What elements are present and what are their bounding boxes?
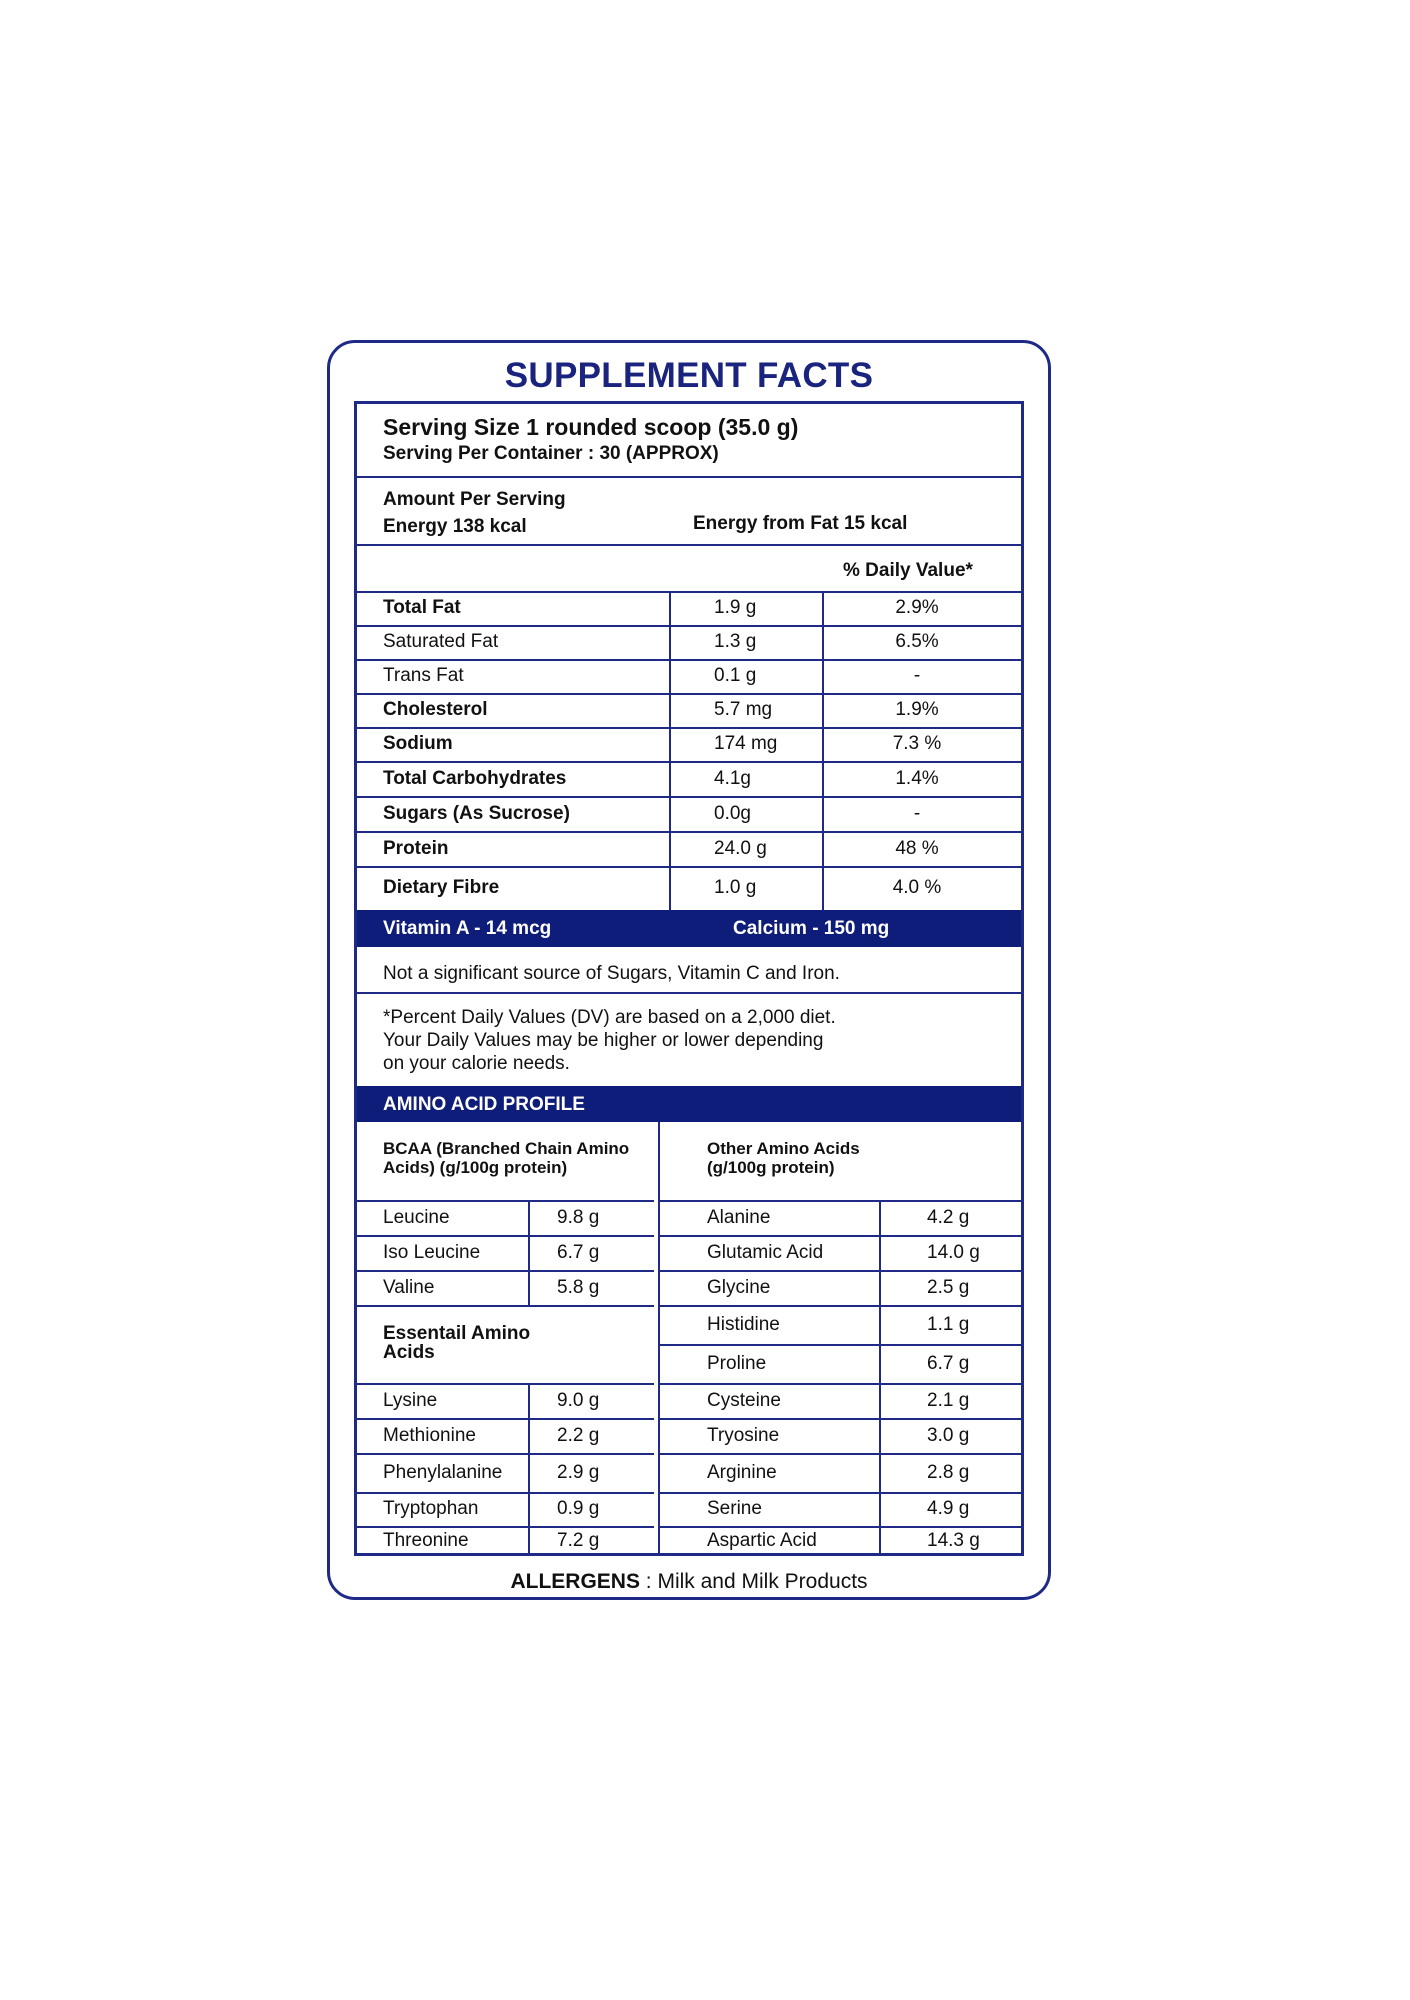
nutrient-name: Sugars (As Sucrose): [383, 802, 570, 824]
row-divider: [357, 1383, 654, 1385]
allergens-label: ALLERGENS: [510, 1570, 640, 1593]
amino-name: Glutamic Acid: [707, 1241, 824, 1263]
divider: [357, 992, 1021, 994]
amino-name: Alanine: [707, 1206, 771, 1228]
row-divider: [658, 1383, 1021, 1385]
nutrient-amount: 24.0 g: [714, 837, 767, 859]
column-divider: [528, 1383, 530, 1556]
row-divider: [357, 727, 1021, 729]
column-divider: [669, 591, 671, 910]
amino-name: Phenylalanine: [383, 1461, 503, 1483]
column-divider: [658, 1122, 660, 1556]
nutrient-name: Total Fat: [383, 597, 461, 618]
essential-amino-heading-2: Acids: [383, 1342, 435, 1363]
amino-value: 0.9 g: [557, 1498, 600, 1519]
row-divider: [658, 1453, 1021, 1455]
nutrient-amount: 5.7 mg: [714, 699, 773, 720]
row-divider: [357, 625, 1021, 627]
nutrient-daily-value: -: [913, 665, 921, 686]
nutrient-amount: 4.1g: [714, 767, 751, 789]
amino-value: 14.0 g: [927, 1241, 980, 1263]
amino-value: 3.0 g: [927, 1424, 970, 1446]
amino-name: Proline: [707, 1352, 767, 1374]
amino-value: 4.2 g: [927, 1206, 970, 1228]
column-divider: [528, 1200, 530, 1305]
row-divider: [357, 1270, 654, 1272]
nutrient-name: Sodium: [383, 733, 453, 754]
amino-value: 7.2 g: [557, 1530, 600, 1551]
essential-amino-heading: Essentail Amino: [383, 1323, 531, 1344]
amino-name: Arginine: [707, 1461, 777, 1483]
row-divider: [357, 866, 1021, 868]
row-divider: [357, 1453, 654, 1455]
row-divider: [658, 1270, 1021, 1272]
amino-value: 5.8 g: [557, 1276, 600, 1298]
energy-from-fat: Energy from Fat 15 kcal: [693, 513, 908, 534]
servings-per-container: Serving Per Container : 30 (APPROX): [383, 443, 719, 464]
bcaa-heading-2: Acids) (g/100g protein): [383, 1158, 568, 1177]
amino-value: 9.8 g: [557, 1206, 600, 1228]
daily-value-header: % Daily Value*: [843, 560, 973, 581]
amount-per-serving: Amount Per Serving: [383, 489, 566, 510]
amino-value: 2.1 g: [927, 1389, 970, 1411]
amino-name: Valine: [383, 1276, 435, 1298]
not-significant-note: Not a significant source of Sugars, Vitamin C and Iron.: [383, 963, 840, 984]
row-divider: [357, 761, 1021, 763]
nutrient-name: Cholesterol: [383, 699, 488, 720]
nutrient-amount: 0.1 g: [714, 665, 757, 686]
divider: [357, 544, 1021, 546]
calcium: Calcium - 150 mg: [733, 918, 890, 939]
serving-size: Serving Size 1 rounded scoop (35.0 g): [383, 414, 799, 440]
row-divider: [357, 693, 1021, 695]
nutrient-amount: 1.9 g: [714, 597, 757, 618]
nutrient-amount: 1.0 g: [714, 877, 757, 898]
row-divider: [658, 1526, 1021, 1528]
row-divider: [357, 831, 1021, 833]
nutrient-name: Saturated Fat: [383, 631, 499, 652]
amino-value: 6.7 g: [557, 1241, 600, 1263]
amino-value: 14.3 g: [927, 1530, 980, 1551]
amino-value: 2.8 g: [927, 1461, 970, 1483]
amino-acid-profile-heading: AMINO ACID PROFILE: [383, 1094, 585, 1115]
nutrient-daily-value: 6.5%: [895, 631, 939, 652]
row-divider: [658, 1492, 1021, 1494]
amino-value: 6.7 g: [927, 1352, 970, 1374]
amino-name: Tryptophan: [383, 1498, 479, 1519]
amino-name: Histidine: [707, 1313, 780, 1335]
amino-name: Methionine: [383, 1424, 476, 1446]
nutrient-name: Dietary Fibre: [383, 877, 500, 898]
amino-name: Cysteine: [707, 1389, 781, 1411]
vitamin-band: [357, 910, 1021, 947]
nutrient-name: Protein: [383, 837, 449, 859]
amino-name: Tryosine: [707, 1424, 780, 1446]
nutrient-daily-value: 4.0 %: [892, 877, 942, 898]
nutrient-daily-value: 2.9%: [895, 597, 939, 618]
amino-value: 2.9 g: [557, 1461, 600, 1483]
row-divider: [357, 1235, 654, 1237]
column-divider: [822, 591, 824, 910]
row-divider: [357, 1526, 654, 1528]
row-divider: [357, 1418, 654, 1420]
amino-name: Lysine: [383, 1389, 438, 1411]
other-amino-heading: Other Amino Acids: [707, 1139, 860, 1158]
amino-name: Aspartic Acid: [707, 1530, 817, 1551]
amino-name: Threonine: [383, 1530, 469, 1551]
nutrient-daily-value: -: [913, 802, 921, 824]
row-divider: [658, 1200, 1021, 1202]
row-divider: [357, 1492, 654, 1494]
amino-name: Iso Leucine: [383, 1241, 481, 1263]
footnote-line-2: Your Daily Values may be higher or lower depending: [383, 1030, 824, 1051]
row-divider: [658, 1344, 1021, 1346]
row-divider: [357, 659, 1021, 661]
amino-name: Glycine: [707, 1276, 771, 1298]
amino-acid-band: [357, 1086, 1021, 1122]
amino-value: 4.9 g: [927, 1498, 970, 1519]
amino-value: 1.1 g: [927, 1313, 970, 1335]
row-divider: [357, 1200, 654, 1202]
allergens-text: : Milk and Milk Products: [639, 1570, 868, 1593]
row-divider: [658, 1418, 1021, 1420]
amino-value: 2.5 g: [927, 1276, 970, 1298]
nutrient-daily-value: 1.4%: [895, 767, 939, 789]
nutrient-daily-value: 48 %: [895, 837, 939, 859]
footnote-line-1: *Percent Daily Values (DV) are based on a 2,000 diet.: [383, 1007, 836, 1028]
facts-panel: [354, 401, 1024, 1556]
footnote-line-3: on your calorie needs.: [383, 1053, 570, 1074]
row-divider: [357, 1305, 654, 1307]
nutrient-daily-value: 7.3 %: [892, 733, 942, 754]
amino-value: 2.2 g: [557, 1424, 600, 1446]
other-amino-heading-2: (g/100g protein): [707, 1158, 835, 1177]
amino-name: Serine: [707, 1498, 762, 1519]
row-divider: [357, 796, 1021, 798]
divider: [357, 476, 1021, 478]
energy: Energy 138 kcal: [383, 516, 527, 537]
row-divider: [658, 1235, 1021, 1237]
nutrient-name: Trans Fat: [383, 665, 464, 686]
row-divider: [658, 1305, 1021, 1307]
vitamin-a: Vitamin A - 14 mcg: [383, 918, 552, 939]
nutrient-amount: 0.0g: [714, 802, 751, 824]
allergens-line: [330, 1570, 1048, 1594]
page-title: SUPPLEMENT FACTS: [504, 356, 874, 395]
amino-value: 9.0 g: [557, 1389, 600, 1411]
nutrient-name: Total Carbohydrates: [383, 767, 567, 789]
nutrient-amount: 174 mg: [714, 733, 778, 754]
amino-name: Leucine: [383, 1206, 450, 1228]
divider: [357, 591, 1021, 593]
nutrient-amount: 1.3 g: [714, 631, 757, 652]
column-divider: [879, 1200, 881, 1556]
bcaa-heading: BCAA (Branched Chain Amino: [383, 1139, 630, 1158]
nutrient-daily-value: 1.9%: [895, 699, 939, 720]
